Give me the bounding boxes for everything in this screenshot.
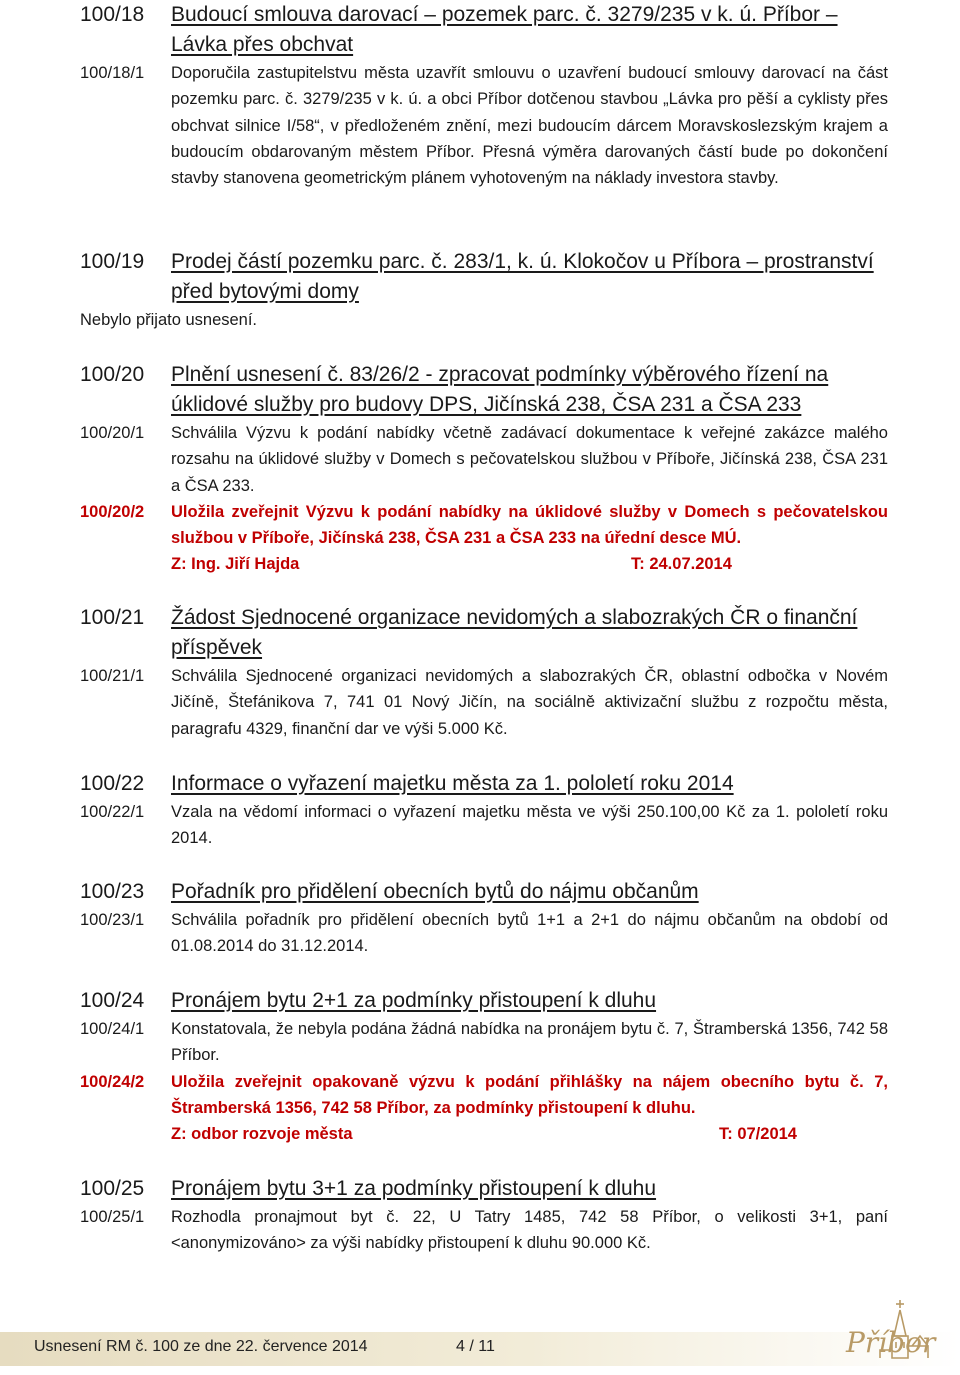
section-100-24 <box>80 986 888 1147</box>
section-100-23 <box>80 877 888 960</box>
section-100-19 <box>80 247 888 333</box>
item-text <box>171 499 888 578</box>
section-100-18 <box>80 0 888 191</box>
section-number: 100/23 <box>80 880 145 903</box>
section-heading <box>80 247 888 307</box>
item-text: Schválila Výzvu k podání nabídky včetně zadávací dokumentace k veřejné zakázce malého rozsahu na úklidové služby v Domech s pečovatelskou službou v Příboře, Jičínská 238, ČSA 231 a ČSA 233. <box>171 424 888 495</box>
task-deadline: T: 24.07.2014 <box>631 555 732 574</box>
section-100-20 <box>80 360 888 578</box>
section-number: 100/25 <box>80 1177 145 1200</box>
item-number: 100/21/1 <box>80 667 145 685</box>
section-title: Plnění usnesení č. 83/26/2 - zpracovat podmínky výběrového řízení na úklidové služby pro budovy DPS, Jičínská 238, ČSA 231 a ČSA 233 <box>171 363 829 416</box>
task-responsible: Z: odbor rozvoje města <box>171 1125 353 1144</box>
section-title: Informace o vyřazení majetku města za 1. pololetí roku 2014 <box>171 772 734 795</box>
item-number: 100/22/1 <box>80 803 145 821</box>
item-number: 100/20/2 <box>80 502 145 521</box>
footer-page-number: 4 / 11 <box>456 1338 495 1355</box>
item-number: 100/25/1 <box>80 1208 145 1226</box>
resolution-item <box>80 1016 888 1069</box>
section-100-25 <box>80 1174 888 1257</box>
item-text: Rozhodla pronajmout byt č. 22, U Tatry 1485, 742 58 Příbor, o velikosti 3+1, paní <anonymizováno> za výši nabídky přistoupení k dluhu 90.000 Kč. <box>171 1208 888 1253</box>
task-text: Uložila zveřejnit opakovaně výzvu k podání přihlášky na nájem obecního bytu č. 7, Štramberská 1356, 742 58 Příbor, za podmínky přistoupení k dluhu. <box>171 1072 888 1117</box>
section-100-21 <box>80 603 888 742</box>
section-note: Nebylo přijato usnesení. <box>80 311 258 329</box>
section-number: 100/24 <box>80 989 145 1012</box>
item-number: 100/24/2 <box>80 1072 145 1091</box>
item-number: 100/23/1 <box>80 911 145 929</box>
task-text: Uložila zveřejnit Výzvu k podání nabídky na úklidové služby v Domech s pečovatelskou službou v Příboře, Jičínská 238, ČSA 231 a ČSA 233 na úřední desce MÚ. <box>171 502 888 548</box>
item-number: 100/18/1 <box>80 64 145 82</box>
section-heading <box>80 769 888 799</box>
item-text: Konstatovala, že nebyla podána žádná nabídka na pronájem bytu č. 7, Štramberská 1356, 742 58 Příbor. <box>171 1020 888 1065</box>
section-title: Pronájem bytu 3+1 za podmínky přistoupení k dluhu <box>171 1177 657 1200</box>
item-text: Doporučila zastupitelstvu města uzavřít smlouvu o uzavření budoucí smlouvy darovací na část pozemku parc. č. 3279/235 v k. ú. a obci Příbor dotčenou stavbou „Lávka pro pěší a cyklisty přes obchvat silnice I/58“, v předloženém znění, mezi budoucím dárcem Moravskoslezským krajem a budoucím obdarovaným městem Příbor. Přesná výměra darovaných částí bude po dokončení stavby stanovena geometrickým plánem vyhotoveným na náklady investora stavby. <box>171 64 888 188</box>
resolution-item-task <box>80 499 888 578</box>
section-number: 100/22 <box>80 772 145 795</box>
item-text: Schválila pořadník pro přidělení obecních bytů 1+1 a 2+1 do nájmu občanům na období od 01.08.2014 do 31.12.2014. <box>171 911 888 956</box>
task-deadline: T: 07/2014 <box>719 1125 797 1144</box>
section-number: 100/21 <box>80 606 145 629</box>
resolution-item <box>80 799 888 852</box>
section-100-22 <box>80 769 888 852</box>
section-title: Žádost Sjednocené organizace nevidomých a slabozrakých ČR o finanční příspěvek <box>171 606 858 659</box>
item-text: Vzala na vědomí informaci o vyřazení majetku města ve výši 250.100,00 Kč za 1. pololetí roku 2014. <box>171 803 888 848</box>
section-heading <box>80 1174 888 1204</box>
resolution-item <box>80 907 888 960</box>
resolution-item <box>80 1204 888 1257</box>
town-logo <box>840 1296 950 1370</box>
section-title: Pronájem bytu 2+1 za podmínky přistoupení k dluhu <box>171 989 657 1012</box>
task-responsible: Z: Ing. Jiří Hajda <box>171 555 300 574</box>
section-title: Pořadník pro přidělení obecních bytů do nájmu občanům <box>171 880 699 903</box>
resolution-item <box>80 420 888 499</box>
section-heading <box>80 603 888 663</box>
item-number: 100/24/1 <box>80 1020 145 1038</box>
item-number: 100/20/1 <box>80 424 145 442</box>
section-number: 100/20 <box>80 363 145 386</box>
section-title: Prodej částí pozemku parc. č. 283/1, k. ú. Klokočov u Příbora – prostranství před bytovými domy <box>171 250 874 303</box>
resolution-item <box>80 663 888 742</box>
section-heading <box>80 986 888 1016</box>
section-heading <box>80 0 888 60</box>
resolution-item-task <box>80 1069 888 1148</box>
section-number: 100/18 <box>80 3 145 26</box>
resolution-item <box>80 60 888 191</box>
task-responsible-row <box>171 1121 888 1147</box>
section-heading <box>80 360 888 420</box>
item-text <box>171 1069 888 1148</box>
section-number: 100/19 <box>80 250 145 273</box>
section-heading <box>80 877 888 907</box>
section-title: Budoucí smlouva darovací – pozemek parc. č. 3279/235 v k. ú. Příbor – Lávka přes obchvat <box>171 3 838 56</box>
task-responsible-row <box>171 551 888 577</box>
footer-document-title: Usnesení RM č. 100 ze dne 22. července 2014 <box>34 1338 368 1355</box>
item-text: Schválila Sjednocené organizaci nevidomých a slabozrakých ČR, oblastní odbočka v Novém Jičíně, Štefánikova 7, 741 01 Nový Jičín, na sociálně aktivizační službu z rozpočtu města, paragrafu 4329, finanční dar ve výši 5.000 Kč. <box>171 667 888 738</box>
logo-wordmark: Příbor <box>846 1326 936 1359</box>
page-footer <box>0 1332 960 1366</box>
